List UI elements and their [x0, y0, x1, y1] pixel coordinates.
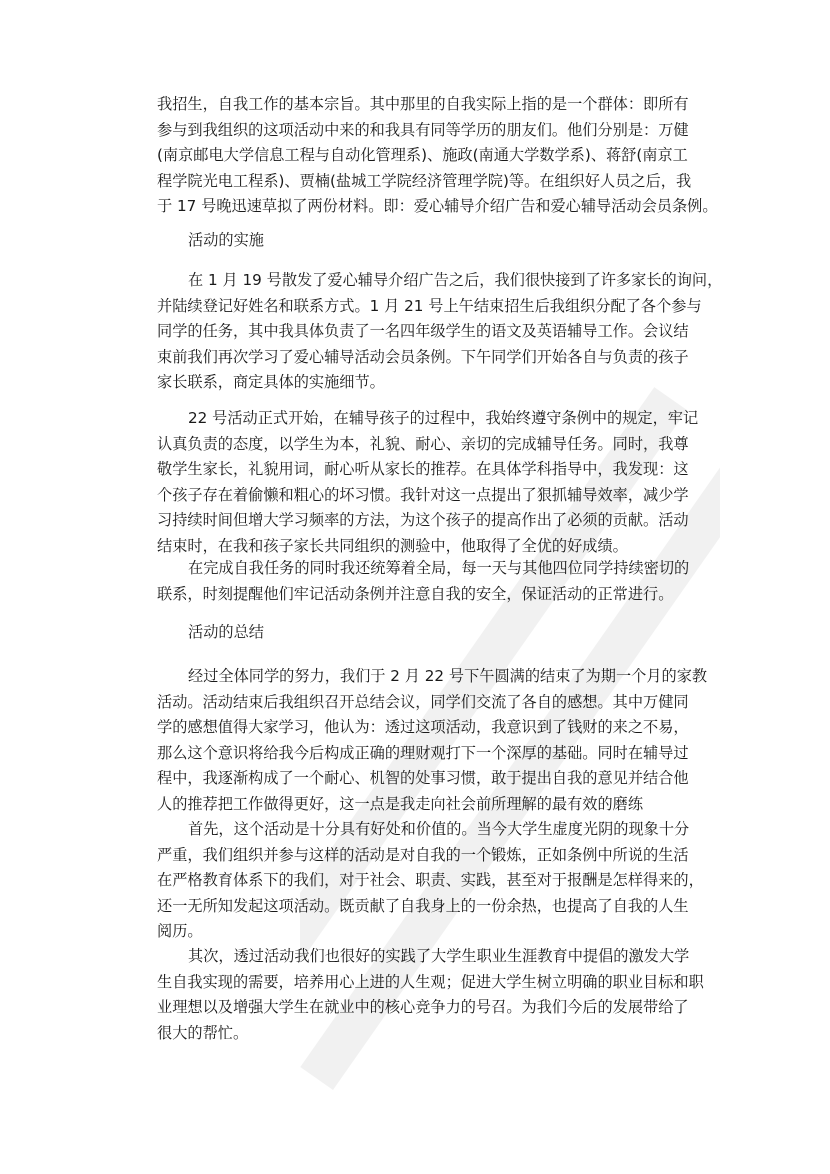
text-line: 认真负责的态度，以学生为本，礼貌、耐心、亲切的完成辅导任务。同时，我尊 — [157, 434, 689, 453]
text-line: (南京邮电大学信息工程与自动化管理系)、施政(南通大学数学系)、蒋舒(南京工 — [157, 146, 688, 165]
text-line: 在严格教育体系下的我们，对于社会、职责、实践，甚至对于报酬是怎样得来的， — [157, 871, 704, 890]
text-line: 结束时，在我和孩子家长共同组织的测验中，他取得了全优的好成绩。 — [157, 536, 628, 555]
text-line: 严重，我们组织并参与这样的活动是对自我的一个锻炼，正如条例中所说的生活 — [157, 845, 689, 864]
text-line: 家长联系，商定具体的实施细节。 — [157, 373, 385, 392]
heading-implementation: 活动的实施 — [188, 231, 264, 249]
text-line: 并陆续登记好姓名和联系方式。1 月 21 号上午结束招生后我组织分配了各个参与 — [157, 296, 702, 315]
text-line: 于 17 号晚迅速草拟了两份材料。即：爱心辅导介绍广告和爱心辅导活动会员条例。 — [157, 197, 718, 216]
text-line: 习持续时间但增大学习频率的方法，为这个孩子的提高作出了必须的贡献。活动 — [157, 511, 689, 530]
paragraph-summary-3 — [157, 944, 704, 1046]
text-line: 联系，时刻提醒他们牢记活动条例并注意自我的安全，保证活动的正常进行。 — [157, 584, 674, 603]
text-line: 活动。活动结束后我组织召开总结会议，同学们交流了各自的感想。其中万健同 — [157, 692, 689, 711]
paragraph-implementation-2 — [157, 406, 699, 560]
text-line: 生自我实现的需要，培养用心上进的人生观；促进大学生树立明确的职业目标和职 — [157, 972, 704, 991]
text-line: 程学院光电工程系)、贾楠(盐城工学院经济管理学院)等。在组织好人员之后，我 — [157, 171, 692, 190]
text-line: 人的推荐把工作做得更好，这一点是我走向社会前所理解的最有效的磨练 — [157, 794, 643, 813]
text-line: 经过全体同学的努力，我们于 2 月 22 号下午圆满的结束了为期一个月的家教 — [188, 667, 708, 685]
text-line: 22 号活动正式开始，在辅导孩子的过程中，我始终遵守条例中的规定，牢记 — [188, 409, 699, 427]
text-line: 首先，这个活动是十分具有好处和价值的。当今大学生虚度光阴的现象十分 — [188, 820, 690, 838]
text-line: 那么这个意识将给我今后构成正确的理财观打下一个深厚的基础。同时在辅导过 — [157, 743, 689, 762]
text-line: 学的感想值得大家学习，他认为：透过这项活动，我意识到了钱财的来之不易， — [157, 718, 689, 737]
text-line: 同学的任务，其中我具体负责了一名四年级学生的语文及英语辅导工作。会议结 — [157, 322, 689, 341]
text-line: 参与到我组织的这项活动中来的和我具有同等学历的朋友们。他们分别是：万健 — [157, 120, 689, 139]
paragraph-intro — [157, 92, 718, 220]
text-line: 束前我们再次学习了爱心辅导活动会员条例。下午同学们开始各自与负责的孩子 — [157, 347, 689, 366]
paragraph-implementation-3 — [157, 556, 690, 607]
text-line: 个孩子存在着偷懒和粗心的坏习惯。我针对这一点提出了狠抓辅导效率，减少学 — [157, 485, 689, 504]
text-line: 还一无所知发起这项活动。既贡献了自我身上的一份余热，也提高了自我的人生 — [157, 896, 689, 915]
text-line: 在 1 月 19 号散发了爱心辅导介绍广告之后，我们很快接到了许多家长的询问， — [188, 271, 723, 289]
paragraph-summary-1 — [157, 664, 708, 818]
text-line: 我招生，自我工作的基本宗旨。其中那里的自我实际上指的是一个群体：即所有 — [157, 95, 689, 113]
text-line: 在完成自我任务的同时我还统筹着全局，每一天与其他四位同学持续密切的 — [188, 559, 690, 577]
text-line: 程中，我逐渐构成了一个耐心、机智的处事习惯，敢于提出自我的意见并结合他 — [157, 769, 689, 788]
text-line: 阅历。 — [157, 922, 203, 941]
text-line: 很大的帮忙。 — [157, 1023, 249, 1042]
text-line: 业理想以及增强大学生在就业中的核心竞争力的号召。为我们今后的发展带给了 — [157, 998, 689, 1017]
paragraph-summary-2 — [157, 817, 704, 945]
heading-summary: 活动的总结 — [188, 623, 264, 641]
paragraph-implementation-1 — [157, 268, 723, 396]
text-line: 其次，透过活动我们也很好的实践了大学生职业生涯教育中提倡的激发大学 — [188, 947, 690, 965]
text-line: 敬学生家长，礼貌用词，耐心听从家长的推荐。在具体学科指导中，我发现：这 — [157, 460, 689, 479]
